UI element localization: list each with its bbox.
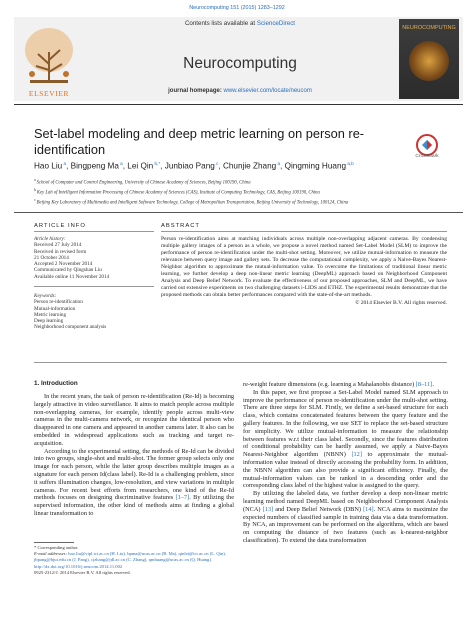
author-name[interactable]: Bingpeng Ma — [70, 161, 119, 171]
body-paragraph: In the recent years, the task of person re-identification (Re-Id) is becoming largely attractive in video surveillance. It aims to match people across multiple non-overlapping cameras, for example, identify people across multi-view cameras in the multi-camera network, or recognize the identical person who disappeared in one camera and appeared in another camera later. It also can be embedded in widespread applications such as tracking and target re-acquisition. — [34, 393, 234, 447]
email-addresses[interactable]: hao.liu@vipl.ict.ac.cn (H. Liu), bpma@ucas.ac.cn (B. Ma), qinlei@ict.ac.cn (L. Qin), jbpang@bjut.edu.cn (J. Pang), cjzhang@jdl.ac.cn (C. Zhang), qmhuang@ucas.ac.cn (Q. Huang). — [34, 551, 226, 562]
doi-link[interactable]: http://dx.doi.org/10.1016/j.neucom.2014.11.002 — [34, 564, 123, 569]
running-header: Neurocomputing 151 (2015) 1283–1292 — [189, 5, 285, 11]
citation-link[interactable]: [12] — [351, 451, 362, 459]
history-entry: Communicated by Qingshan Liu — [34, 267, 102, 274]
right-column — [243, 381, 448, 545]
publisher-name: ELSEVIER — [28, 89, 70, 98]
article-history — [34, 236, 154, 280]
citation-link[interactable]: [13] — [262, 505, 274, 513]
keywords-rule — [34, 286, 154, 287]
author-affiliation-marker[interactable]: a,b — [346, 161, 354, 166]
section-heading-introduction: 1. Introduction — [34, 380, 78, 387]
history-entry: Accepted 2 November 2014 — [34, 261, 93, 268]
abstract-text: Person re-identification aims at matching individuals across multiple non-overlapping adjacent cameras. By condensing multiple gallery images of a person as a whole, we propose a novel method named Set-Label Model (SLM) to improve the performance of person re-identification under the multi-shot setting. Moreover, we utilize mutual-information to measure the relevance between query image and gallery sets. To decrease the computational complexity, we apply a Naive-Bayes Nearest-Neighbor algorithm to approximate the mutual-information value. To overcome the limitations of traditional linear metric learning, we further develop a deep non-linear metric learning (DeepML) approach based on Neighborhood Component Analysis and Deep Belief Network. To evaluate the effectiveness of our proposed approaches, SLM and DeepML, we have carried out extensive experiments on two challenging datasets i-LIDS and ETHZ. The experimental results demonstrate that the proposed methods can obtain better performances compared with the state-of-the-art methods. — [161, 236, 447, 298]
paper-title: Set-label modeling and deep metric learning on person re-identification — [34, 126, 365, 157]
abstract-rule — [161, 231, 447, 232]
author-affiliation-marker[interactable]: a — [62, 161, 67, 166]
keyword: Deep learning — [34, 318, 64, 325]
history-title: Article history: — [34, 236, 66, 242]
keyword: Person re-identification — [34, 299, 83, 306]
journal-homepage — [90, 88, 390, 94]
history-entry: Available online 11 November 2014 — [34, 273, 110, 280]
citation-link[interactable]: [1–7] — [175, 494, 190, 502]
body-paragraph: In this paper, we first propose a Set-Label Model named SLM approach to improve the performance of person re-identification under the multi-shot setting. There are three steps for SLM. Firstly, we define a set-based structure for each class, which contains concatenated features between the query feature and the gallery features. In the following, we use SET to replace the set-based structure for simplicity. We utilize mutual-information to measure the relationship between features w.r.t their class label. Secondly, since the features distribution of conditional probability can be hardly assumed, we apply a Naive-Bayes Nearest-Neighbor algorithm (NBNN) [12] to approximate the mutual-information value instead of directly accessing the probability form. In addition, the NBNN algorithm can also provide a significant efficiency. Finally, the mutual-information values can be ranked in a descending order and the corresponding class label of the highest value is assigned to the query. — [243, 388, 448, 490]
contents-line — [90, 20, 390, 27]
keyword: Neighborhood component analysis — [34, 324, 107, 331]
copyright-notice: © 2014 Elsevier B.V. All rights reserved. — [355, 300, 447, 306]
elsevier-tree-logo — [18, 20, 80, 98]
author-affiliation-marker[interactable]: a — [276, 161, 281, 166]
abstract-end-rule — [34, 362, 447, 363]
info-rule — [34, 231, 154, 232]
abstract-heading: ABSTRACT — [161, 223, 200, 229]
affiliation-line: $^a$ School of Computer and Control Engineering, University of Chinese Academy of Sciences, Beijing 100190, China — [34, 178, 251, 186]
journal-name: Neurocomputing — [183, 55, 297, 72]
history-entry: Received in revised form — [34, 248, 87, 255]
body-paragraph: re-weight feature dimensions (e.g. learning a Mahalanobis distance) [8–11]. — [243, 381, 434, 388]
metadata-rule — [14, 212, 463, 213]
affiliations — [34, 177, 454, 207]
citation-link[interactable]: [14] — [363, 505, 374, 513]
history-entry: Received 27 July 2014 — [34, 242, 82, 249]
homepage-link[interactable]: www.elsevier.com/locate/neucom — [223, 88, 312, 94]
issn-line: 0925-2312/© 2014 Elsevier B.V. All rights reserved. — [34, 570, 131, 575]
article-info-heading: ARTICLE INFO — [34, 223, 86, 229]
author-name[interactable]: Chunjie Zhang — [222, 161, 277, 171]
history-entry: 21 October 2014 — [34, 254, 69, 261]
body-paragraph: By utilizing the labeled data, we further develop a deep non-linear metric learning method named DeepML based on Neighborhood Component Analysis (NCA) [13] and Deep Belief Network (DBN) [14]. NCA aims to maximize the expected numbers of classified sample in training data via a data transformation. By NCA, an improvement can be performed on the algorithms, which are based on computing the distance of two features (such as k-nearest-neighbor classification). To extend the data transformation — [243, 490, 448, 544]
author-name[interactable]: Qingming Huang — [284, 161, 347, 171]
keyword: Metric learning — [34, 311, 67, 318]
contents-prefix: Contents lists available at — [184, 20, 256, 27]
corresponding-author-note: * Corresponding author. — [34, 545, 79, 550]
header-rule — [14, 104, 463, 105]
author-name[interactable]: Lei Qin — [127, 161, 154, 171]
keywords-block — [34, 293, 154, 331]
author-name[interactable]: Junbiao Pang — [164, 161, 215, 171]
author-name[interactable]: Hao Liu — [34, 161, 63, 171]
affiliation-line: $^b$ Key Lab of Intelligent Information Processing of Chinese Academy of Sciences (CAS), Institute of Computing Technology, CAS, Beijing 100190, China — [34, 187, 320, 196]
footnotes — [34, 545, 234, 576]
body-paragraph: According to the experimental setting, the methods of Re-Id can be divided into two groups, single-shot and multi-shot. The former group selects only one image for each person, while the latter group describes multiple images as a signature for each person Id(class label). Re-Id is a challenging problem, since it suffers illumination changes, low-resolution, and view variations in multiple cameras. For recent best efforts from researchers, one kind of the Re-Id methods focuses on designing discriminative features [1–7]. By utilizing the supervised information, the other kind of methods aims at finding a global linear transformation to — [34, 447, 234, 517]
cover-art — [409, 41, 449, 81]
affiliation-line: $^c$ Beijing Key Laboratory of Multimedia and Intelligent Software Technology, College of Metropolitan Transportation, Beijing University of Technology, 100124, China — [34, 197, 349, 206]
journal-cover-thumbnail[interactable] — [399, 19, 459, 99]
author-list: Hao Liu $^a$, Bingpeng Ma $^a$, Lei Qin $^{b,*}$, Junbiao Pang $^c$, Chunjie Zhang $^a$, Qingming Huang $^{a,b}$ — [34, 161, 354, 171]
left-column — [34, 393, 234, 518]
homepage-label: journal homepage: — [168, 88, 222, 94]
keyword: Mutual-information — [34, 305, 76, 312]
footnote-rule — [34, 542, 74, 543]
sciencedirect-link[interactable]: ScienceDirect — [256, 20, 296, 27]
author-affiliation-marker[interactable]: b,* — [153, 161, 161, 166]
author-affiliation-marker[interactable]: c — [214, 161, 219, 166]
keywords-title: Keywords: — [34, 293, 57, 299]
email-line — [34, 551, 234, 563]
cover-title: NEUROCOMPUTING — [402, 25, 456, 31]
email-label: E-mail addresses: — [34, 551, 68, 556]
crossmark-label: CrossMark — [415, 154, 439, 159]
citation-link[interactable]: [8–11] — [415, 381, 433, 388]
author-affiliation-marker[interactable]: a — [118, 161, 123, 166]
